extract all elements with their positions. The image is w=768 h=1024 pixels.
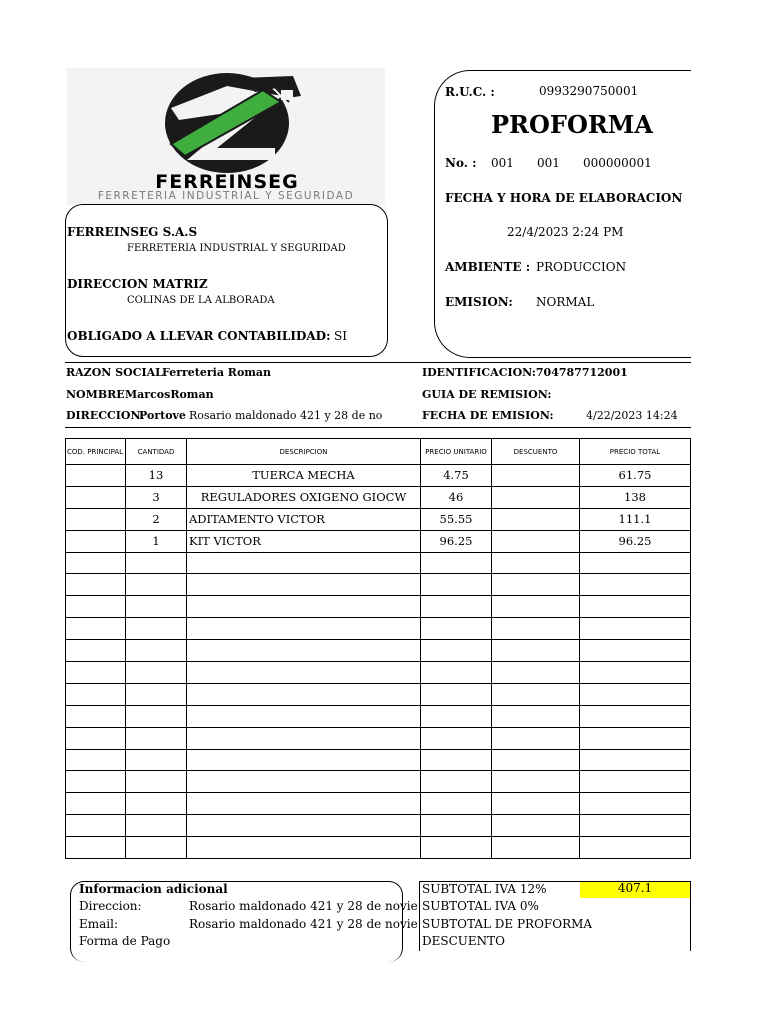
descuento-label: DESCUENTO [422, 934, 505, 948]
guia-remision-label: GUIA DE REMISION: [422, 388, 552, 401]
cell-descripcion [187, 552, 421, 574]
cell-descripcion [187, 662, 421, 684]
emision-value: NORMAL [536, 295, 595, 309]
subtotal-proforma-label: SUBTOTAL DE PROFORMA [422, 917, 593, 931]
cell-precio-total [580, 837, 691, 859]
cell-descripcion [187, 640, 421, 662]
cell-cantidad: 13 [126, 465, 187, 487]
cell-cod [66, 815, 126, 837]
document-no-part1: 001 [491, 156, 514, 170]
cell-cod [66, 705, 126, 727]
items-table [65, 438, 691, 859]
company-direccion-label: DIRECCION MATRIZ [67, 277, 208, 291]
cell-descripcion [187, 618, 421, 640]
info-pago-label: Forma de Pago [79, 934, 171, 948]
header-descuento: DESCUENTO [492, 439, 580, 465]
cell-precio-unitario: 4.75 [421, 465, 492, 487]
cell-cantidad [126, 618, 187, 640]
document-no-label: No. : [445, 156, 477, 170]
cell-precio-unitario [421, 837, 492, 859]
company-logo [67, 68, 385, 205]
cell-descripcion [187, 837, 421, 859]
table-row-empty [66, 705, 691, 727]
table-row-empty [66, 618, 691, 640]
cell-descuento [492, 662, 580, 684]
cell-cod [66, 508, 126, 530]
client-top-line [65, 362, 691, 363]
subtotal-iva0-label: SUBTOTAL IVA 0% [422, 899, 539, 913]
cell-cantidad [126, 705, 187, 727]
cell-descuento [492, 574, 580, 596]
cell-precio-unitario [421, 683, 492, 705]
cell-precio-unitario [421, 793, 492, 815]
cell-precio-unitario [421, 749, 492, 771]
cell-descuento [492, 771, 580, 793]
client-direccion-label: DIRECCION: [66, 409, 145, 422]
cell-descuento [492, 465, 580, 487]
cell-cod [66, 771, 126, 793]
table-row-empty [66, 771, 691, 793]
cell-precio-total [580, 574, 691, 596]
cell-precio-unitario [421, 574, 492, 596]
table-row-empty [66, 596, 691, 618]
cell-precio-total [580, 618, 691, 640]
client-bottom-line [65, 427, 691, 428]
cell-cantidad: 3 [126, 486, 187, 508]
cell-cantidad [126, 771, 187, 793]
client-direccion-bold: Portove [139, 409, 186, 422]
cell-precio-total [580, 705, 691, 727]
cell-precio-unitario [421, 552, 492, 574]
cell-descuento [492, 727, 580, 749]
cell-precio-unitario [421, 662, 492, 684]
totals-right-border [690, 881, 691, 951]
table-row [66, 486, 691, 508]
cell-descripcion [187, 771, 421, 793]
info-email-label: Email: [79, 917, 119, 931]
cell-descuento [492, 640, 580, 662]
cell-precio-unitario [421, 618, 492, 640]
table-row-empty [66, 640, 691, 662]
company-nombre-comercial: FERRETERIA INDUSTRIAL Y SEGURIDAD [127, 243, 346, 254]
cell-descuento [492, 486, 580, 508]
cell-cod [66, 793, 126, 815]
cell-precio-unitario [421, 815, 492, 837]
table-row-empty [66, 749, 691, 771]
table-header-row [66, 439, 691, 465]
cell-descuento [492, 530, 580, 552]
cell-descripcion: ADITAMENTO VICTOR [187, 508, 421, 530]
cell-cantidad [126, 640, 187, 662]
cell-precio-unitario [421, 727, 492, 749]
cell-descripcion [187, 815, 421, 837]
cell-cantidad [126, 552, 187, 574]
table-row [66, 508, 691, 530]
totals-left-border [419, 881, 420, 951]
contabilidad-label: OBLIGADO A LLEVAR CONTABILIDAD: [67, 329, 331, 343]
table-row [66, 530, 691, 552]
client-nombre-value: MarcosRoman [125, 388, 214, 401]
info-title: Informacion adicional [79, 882, 228, 896]
cell-precio-total [580, 596, 691, 618]
logo-name: FERREINSEG [155, 171, 299, 193]
cell-cod [66, 837, 126, 859]
cell-descuento [492, 705, 580, 727]
cell-precio-unitario: 55.55 [421, 508, 492, 530]
table-row-empty [66, 815, 691, 837]
cell-precio-unitario [421, 771, 492, 793]
cell-descripcion: REGULADORES OXIGENO GIOCW [187, 486, 421, 508]
cell-cod [66, 486, 126, 508]
cell-descuento [492, 749, 580, 771]
cell-cantidad [126, 662, 187, 684]
ambiente-value: PRODUCCION [536, 260, 627, 274]
client-identificacion: IDENTIFICACION:704787712001 [422, 366, 628, 379]
cell-descuento [492, 596, 580, 618]
subtotal-iva12-value: 407.1 [617, 881, 653, 895]
cell-cantidad [126, 683, 187, 705]
emision-label: EMISION: [445, 295, 513, 309]
cell-descuento [492, 837, 580, 859]
cell-cod [66, 552, 126, 574]
cell-precio-total [580, 662, 691, 684]
cell-descuento [492, 683, 580, 705]
cell-precio-total: 138 [580, 486, 691, 508]
cell-descripcion: TUERCA MECHA [187, 465, 421, 487]
cell-cod [66, 727, 126, 749]
cell-precio-unitario [421, 596, 492, 618]
table-row-empty [66, 552, 691, 574]
info-email-value: Rosario maldonado 421 y 28 de novie [189, 917, 418, 931]
cell-descuento [492, 815, 580, 837]
contabilidad-value: SI [334, 329, 347, 343]
cell-cod [66, 662, 126, 684]
cell-cantidad [126, 815, 187, 837]
cell-cod [66, 530, 126, 552]
cell-descuento [492, 508, 580, 530]
cell-cantidad [126, 574, 187, 596]
cell-precio-total [580, 683, 691, 705]
cell-cod [66, 465, 126, 487]
cell-precio-unitario: 46 [421, 486, 492, 508]
cell-precio-total: 96.25 [580, 530, 691, 552]
ruc-value: 0993290750001 [539, 84, 639, 98]
document-no-part2: 001 [537, 156, 560, 170]
cell-cod [66, 640, 126, 662]
cell-cantidad: 1 [126, 530, 187, 552]
client-razon-label: RAZON SOCIAL [66, 366, 163, 379]
cell-descripcion [187, 574, 421, 596]
cell-precio-total [580, 749, 691, 771]
cell-cod [66, 749, 126, 771]
logo-tagline: FERRETERIA INDUSTRIAL Y SEGURIDAD [97, 190, 355, 202]
cell-precio-total [580, 640, 691, 662]
table-row [66, 465, 691, 487]
ruc-label: R.U.C. : [445, 85, 495, 99]
cell-descripcion [187, 793, 421, 815]
info-direccion-value: Rosario maldonado 421 y 28 de novie [189, 899, 418, 913]
fecha-elaboracion-label: FECHA Y HORA DE ELABORACION [445, 191, 683, 205]
header-descripcion: DESCRIPCION [187, 439, 421, 465]
document-no-part3: 000000001 [583, 156, 652, 170]
table-row-empty [66, 837, 691, 859]
cell-precio-total [580, 793, 691, 815]
cell-cantidad [126, 727, 187, 749]
company-direccion: COLINAS DE LA ALBORADA [127, 295, 275, 306]
client-direccion-value: Rosario maldonado 421 y 28 de no [189, 409, 383, 422]
cell-descripcion [187, 705, 421, 727]
fecha-elaboracion-value: 22/4/2023 2:24 PM [507, 225, 624, 239]
header-precio-unitario: PRECIO UNITARIO [421, 439, 492, 465]
cell-cod [66, 596, 126, 618]
subtotal-iva12-label: SUBTOTAL IVA 12% [422, 882, 547, 896]
cell-descripcion: KIT VICTOR [187, 530, 421, 552]
cell-cantidad [126, 837, 187, 859]
table-row-empty [66, 574, 691, 596]
cell-precio-unitario [421, 640, 492, 662]
cell-descripcion [187, 596, 421, 618]
fecha-emision-label: FECHA DE EMISION: [422, 409, 554, 422]
table-row-empty [66, 662, 691, 684]
table-row-empty [66, 793, 691, 815]
cell-cantidad: 2 [126, 508, 187, 530]
cell-descripcion [187, 749, 421, 771]
cell-precio-unitario: 96.25 [421, 530, 492, 552]
cell-precio-total [580, 815, 691, 837]
cell-descuento [492, 552, 580, 574]
info-direccion-label: Direccion: [79, 899, 142, 913]
cell-cod [66, 574, 126, 596]
table-row-empty [66, 727, 691, 749]
cell-precio-total: 61.75 [580, 465, 691, 487]
cell-cod [66, 683, 126, 705]
header-cantidad: CANTIDAD [126, 439, 187, 465]
cell-cantidad [126, 596, 187, 618]
document-title: PROFORMA [491, 110, 653, 139]
cell-descuento [492, 793, 580, 815]
cell-cantidad [126, 793, 187, 815]
cell-descripcion [187, 727, 421, 749]
cell-precio-total [580, 771, 691, 793]
header-cod-principal: COD. PRINCIPAL [66, 439, 126, 465]
cell-cantidad [126, 749, 187, 771]
company-razon-social: FERREINSEG S.A.S [67, 225, 198, 239]
cell-precio-total [580, 552, 691, 574]
cell-precio-total [580, 727, 691, 749]
cell-descuento [492, 618, 580, 640]
client-nombre-label: NOMBRE [66, 388, 125, 401]
fecha-emision-value: 4/22/2023 14:24 [586, 409, 678, 422]
table-row-empty [66, 683, 691, 705]
header-precio-total: PRECIO TOTAL [580, 439, 691, 465]
cell-cod [66, 618, 126, 640]
cell-precio-unitario [421, 705, 492, 727]
client-razon-value: Ferreteria Roman [162, 366, 272, 379]
ambiente-label: AMBIENTE : [445, 260, 531, 274]
cell-precio-total: 111.1 [580, 508, 691, 530]
cell-descripcion [187, 683, 421, 705]
